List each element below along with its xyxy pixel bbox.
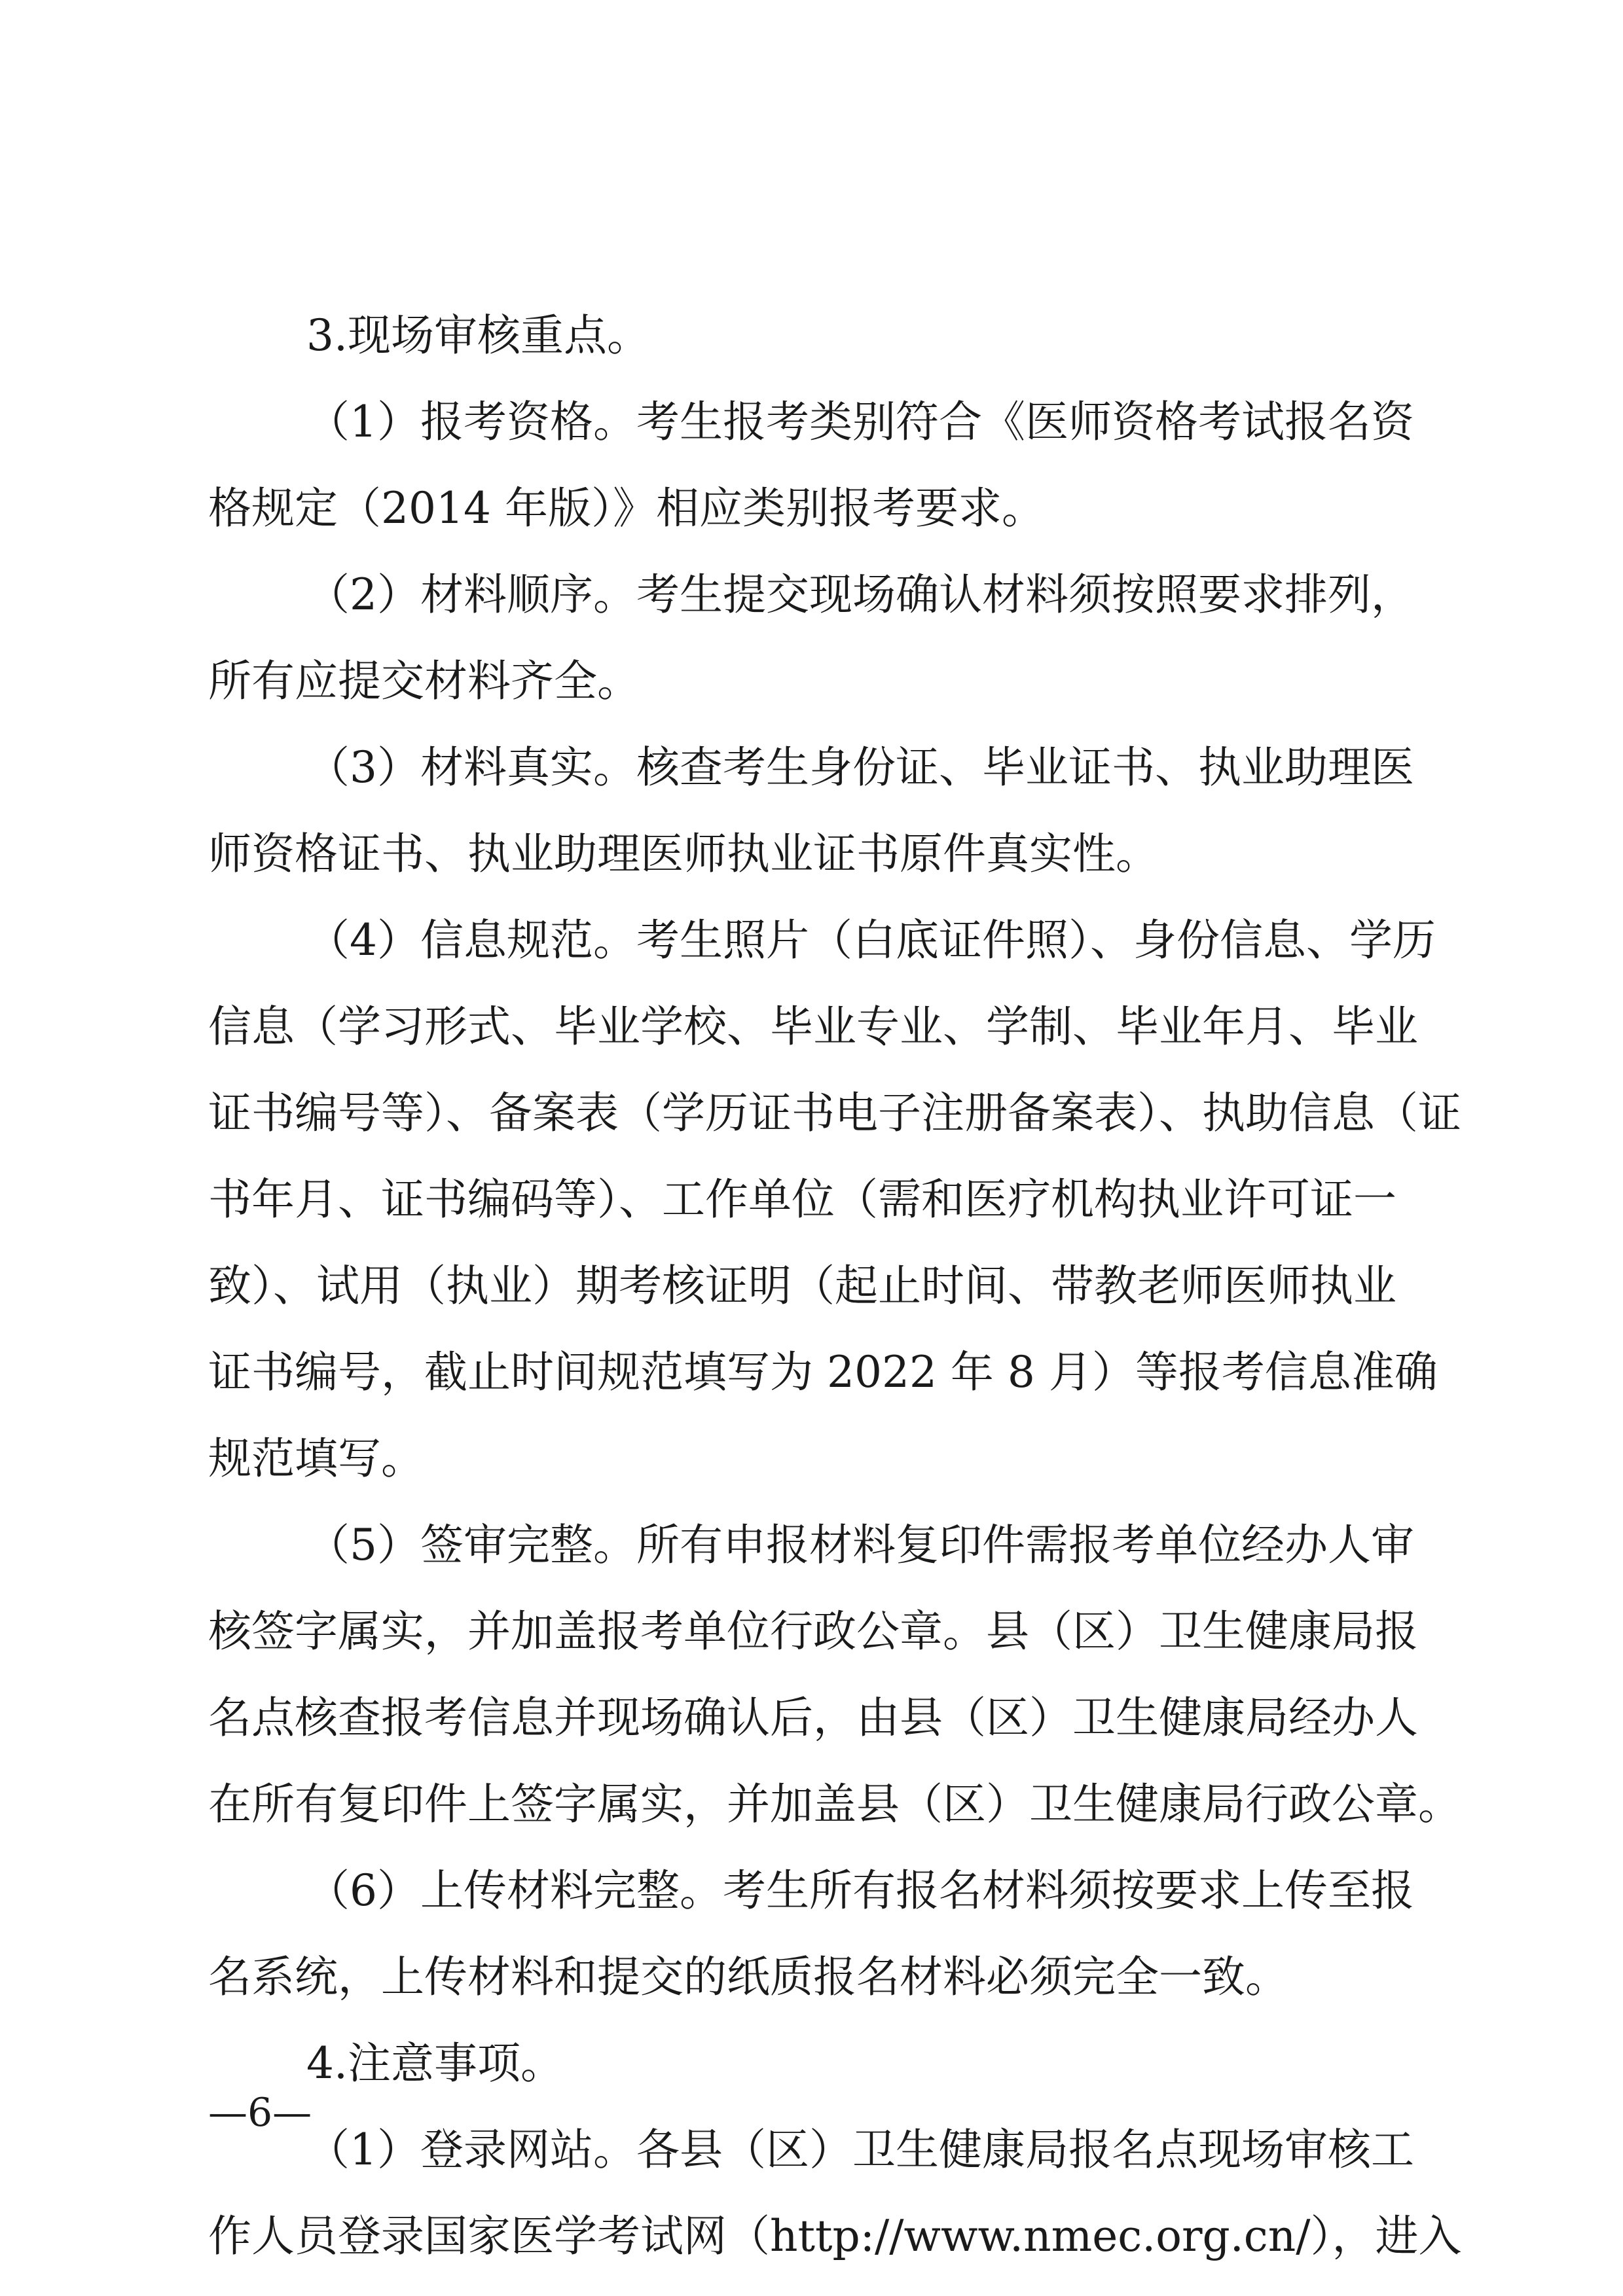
paragraph-heading-3: 3.现场审核重点。 xyxy=(306,310,650,361)
paragraph-line: 证书编号，截止时间规范填写为 2022 年 8 月）等报考信息准确 xyxy=(208,1347,1438,1397)
paragraph-heading-4: 4.注意事项。 xyxy=(306,2038,564,2089)
paragraph-line: 所有应提交材料齐全。 xyxy=(208,656,640,706)
paragraph-line: 核签字属实，并加盖报考单位行政公章。县（区）卫生健康局报 xyxy=(208,1606,1418,1657)
paragraph-line: 师资格证书、执业助理医师执业证书原件真实性。 xyxy=(208,829,1159,879)
paragraph-line: 信息（学习形式、毕业学校、毕业专业、学制、毕业年月、毕业 xyxy=(208,1001,1418,1052)
paragraph-line: （5）签审完整。所有申报材料复印件需报考单位经办人审 xyxy=(306,1520,1414,1570)
paragraph-line: 名系统，上传材料和提交的纸质报名材料必须完全一致。 xyxy=(208,1952,1288,2002)
paragraph-line: （1）登录网站。各县（区）卫生健康局报名点现场审核工 xyxy=(306,2125,1414,2175)
paragraph-line: （3）材料真实。核查考生身份证、毕业证书、执业助理医 xyxy=(306,742,1414,793)
paragraph-line: （6）上传材料完整。考生所有报名材料须按要求上传至报 xyxy=(306,1865,1414,1916)
paragraph-line: 致）、试用（执业）期考核证明（起止时间、带教老师医师执业 xyxy=(208,1261,1396,1311)
paragraph-line: （4）信息规范。考生照片（白底证件照）、身份信息、学历 xyxy=(306,915,1436,965)
paragraph-line: 名点核查报考信息并现场确认后，由县（区）卫生健康局经办人 xyxy=(208,1693,1418,1743)
paragraph-line: 书年月、证书编码等）、工作单位（需和医疗机构执业许可证一 xyxy=(208,1174,1396,1225)
paragraph-line: （2）材料顺序。考生提交现场确认材料须按照要求排列， xyxy=(306,569,1414,620)
paragraph-line: 格规定（2014 年版）》相应类别报考要求。 xyxy=(208,483,1045,533)
paragraph-line: （1）报考资格。考生报考类别符合《医师资格考试报名资 xyxy=(306,397,1414,447)
paragraph-line: 证书编号等）、备案表（学历证书电子注册备案表）、执助信息（证 xyxy=(208,1088,1461,1138)
paragraph-line: 在所有复印件上签字属实，并加盖县（区）卫生健康局行政公章。 xyxy=(208,1779,1461,1829)
page-number: —6— xyxy=(208,2090,312,2136)
paragraph-line: 作人员登录国家医学考试网（http://www.nmec.org.cn/），进入 xyxy=(208,2211,1462,2261)
paragraph-line: 规范填写。 xyxy=(208,1433,424,1484)
